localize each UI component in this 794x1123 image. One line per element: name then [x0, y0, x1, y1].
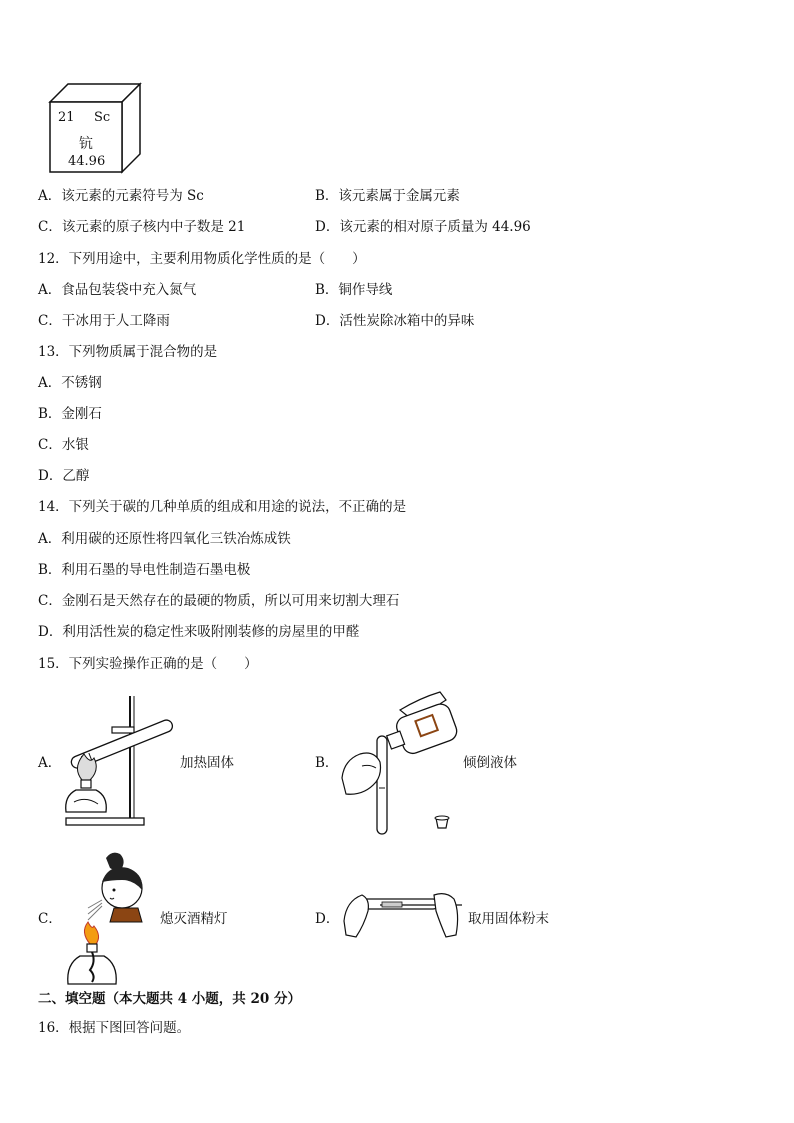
q15-option-c-caption: 熄灭酒精灯 [160, 911, 228, 927]
q11-option-a[interactable] [38, 187, 204, 205]
option-text: 利用石墨的导电性制造石墨电极 [61, 562, 251, 578]
q11-option-b[interactable] [315, 187, 460, 205]
option-letter: D． [315, 313, 340, 329]
atomic-mass: 44.96 [68, 154, 106, 169]
q15-option-a-letter[interactable]: A． [38, 755, 62, 771]
option-letter: A． [38, 188, 62, 204]
option-text: 金刚石是天然存在的最硬的物质，所以可用来切割大理石 [61, 593, 400, 609]
q15-option-d-letter[interactable]: D． [315, 911, 340, 927]
q14-option-b[interactable] [38, 561, 250, 579]
option-text: 不锈钢 [61, 375, 102, 391]
element-symbol: Sc [94, 110, 111, 125]
option-letter: C． [38, 219, 62, 235]
q14-option-a[interactable] [38, 530, 291, 548]
atomic-number: 21 [58, 110, 75, 125]
option-letter: A． [38, 375, 62, 391]
q15-option-a-caption: 加热固体 [180, 755, 234, 771]
q13-stem: 13．下列物质属于混合物的是 [38, 344, 218, 360]
option-letter: B． [315, 282, 339, 298]
q15-stem: 15．下列实验操作正确的是（ ） [38, 656, 258, 672]
option-text: 该元素的原子核内中子数是 21 [61, 219, 246, 235]
q12-stem: 12．下列用途中，主要利用物质化学性质的是（ ） [38, 251, 366, 267]
q12-option-a[interactable] [38, 281, 196, 299]
option-letter: D． [38, 624, 63, 640]
option-letter: A． [38, 282, 62, 298]
option-text: 干冰用于人工降雨 [61, 313, 170, 329]
section-title: 二、填空题（本大题共 4 小题，共 20 分） [38, 991, 301, 1007]
q15-option-b-letter[interactable]: B． [315, 755, 339, 771]
q14-option-d[interactable] [38, 623, 359, 641]
option-text: 利用碳的还原性将四氧化三铁冶炼成铁 [61, 531, 291, 547]
q14-stem: 14．下列关于碳的几种单质的组成和用途的说法，不正确的是 [38, 499, 407, 515]
element-name: 钪 [79, 136, 93, 152]
option-letter: B． [38, 562, 62, 578]
option-letter: D． [315, 219, 340, 235]
option-letter: C． [38, 313, 62, 329]
option-text: 金刚石 [61, 406, 102, 422]
q15-option-b-caption: 倾倒液体 [463, 755, 517, 771]
solid-powder-illustration [342, 885, 467, 945]
element-card [48, 82, 142, 174]
option-letter: B． [38, 406, 62, 422]
q15-option-d-caption: 取用固体粉末 [468, 911, 549, 927]
option-text: 利用活性炭的稳定性来吸附刚装修的房屋里的甲醛 [62, 624, 360, 640]
option-text: 水银 [61, 437, 89, 453]
option-text: 该元素的相对原子质量为 44.96 [339, 219, 531, 235]
option-text: 活性炭除冰箱中的异味 [339, 313, 475, 329]
q13-option-a[interactable] [38, 374, 102, 392]
option-letter: C． [38, 437, 62, 453]
q13-option-b[interactable] [38, 405, 102, 423]
option-text: 该元素的元素符号为 Sc [61, 188, 204, 204]
q15-option-c-letter[interactable]: C． [38, 911, 62, 927]
q12-option-c[interactable] [38, 312, 170, 330]
option-letter: B． [315, 188, 339, 204]
q12-option-d[interactable] [315, 312, 474, 330]
extinguishing-lamp-illustration [62, 850, 162, 988]
q11-option-c[interactable] [38, 218, 245, 236]
q14-option-c[interactable] [38, 592, 399, 610]
q16-stem: 16．根据下图回答问题。 [38, 1020, 191, 1036]
option-letter: C． [38, 593, 62, 609]
pouring-liquid-illustration [340, 688, 465, 838]
option-text: 乙醇 [62, 468, 90, 484]
heating-solid-illustration [60, 692, 185, 830]
option-text: 铜作导线 [338, 282, 393, 298]
option-letter: A． [38, 531, 62, 547]
option-letter: D． [38, 468, 63, 484]
q11-option-d[interactable] [315, 218, 531, 236]
option-text: 该元素属于金属元素 [338, 188, 460, 204]
q13-option-d[interactable] [38, 467, 89, 485]
q13-option-c[interactable] [38, 436, 89, 454]
q12-option-b[interactable] [315, 281, 392, 299]
option-text: 食品包装袋中充入氮气 [61, 282, 197, 298]
